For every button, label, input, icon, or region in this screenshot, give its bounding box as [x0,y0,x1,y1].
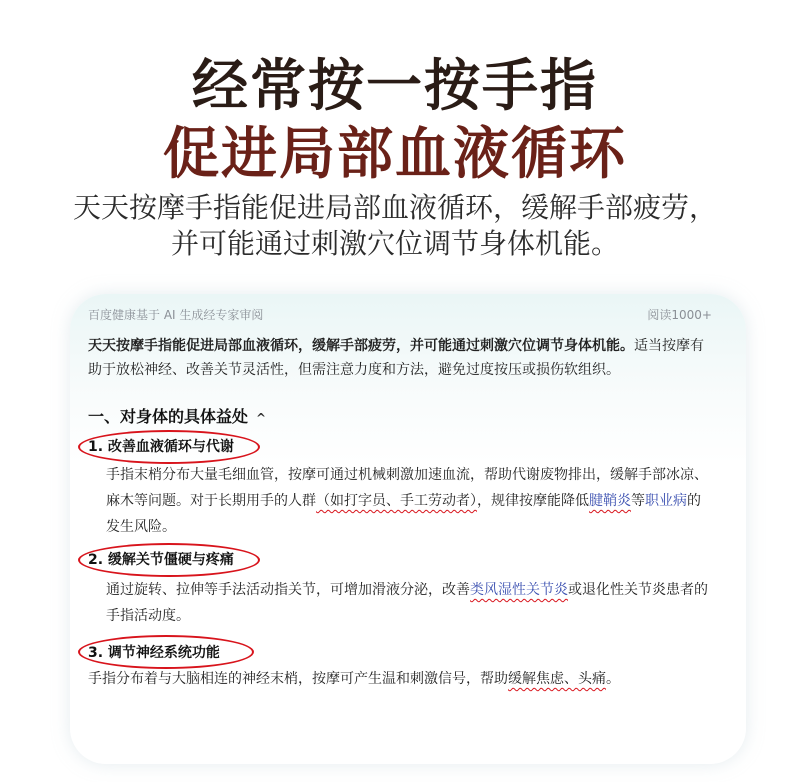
item-2-text: 通过旋转、拉伸等手法活动指关节，可增加滑液分泌，改善 [106,582,470,598]
item-paragraph-2 [106,577,712,629]
item-1-text: 手指末梢分布大量毛细血管，按摩可通过机械刺激加速血流，帮助代谢废物排出，缓解手部冰凉、麻木等问题。对于长期用手的人群 [106,467,708,509]
intro-bold: 天天按摩手指能促进局部血液循环，缓解手部疲劳，并可能通过刺激穴位调节身体机能。 [88,338,634,354]
item-1-highlight: （如打字员、手工劳动者） [316,493,477,509]
item-title-3: 3. 调节神经系统功能 [88,645,220,661]
item-2-text-2: 或退化性关节炎患者的手指活动度。 [106,582,708,624]
section-title[interactable] [88,404,266,427]
intro-paragraph [88,334,710,382]
subtitle-line-2: 并可能通过刺激穴位调节身体机能。 [170,227,619,260]
link-occupational-disease[interactable]: 职业病 [645,493,687,509]
item-1-text-2: ，规律按摩能降低 [477,493,589,509]
collapse-caret-icon[interactable]: ^ [256,411,267,425]
item-paragraph-3 [88,666,710,692]
link-rheumatoid-arthritis[interactable]: 类风湿性关节炎 [470,582,568,598]
item-title-1: 1. 改善血液循环与代谢 [88,439,234,455]
item-1-text-3: 等 [631,493,645,509]
subtitle-line-1: 天天按摩手指能促进局部血液循环，缓解手部疲劳， [72,191,717,224]
item-3-highlight: 缓解焦虑、头痛 [508,671,606,687]
read-count: 阅读1000+ [647,308,712,322]
item-1-text-4: 的发生风险。 [106,493,701,535]
item-3-text: 手指分布着与大脑相连的神经末梢，按摩可产生温和刺激信号，帮助 [88,671,508,687]
item-title-2: 2. 缓解关节僵硬与疼痛 [88,552,234,568]
headline-line-2: 促进局部血液循环 [163,122,627,187]
link-tenosynovitis[interactable]: 腱鞘炎 [589,493,631,509]
item-3-text-2: 。 [606,671,620,687]
item-paragraph-1 [106,462,712,540]
headline-line-1: 经常按一按手指 [192,54,598,119]
intro-rest: 适当按摩有助于放松神经、改善关节灵活性，但需注意力度和方法，避免过度按压或损伤软组织。 [88,338,704,378]
source-note: 百度健康基于 AI 生成经专家审阅 [88,308,264,322]
section-title-text: 一、对身体的具体益处 [88,407,249,426]
